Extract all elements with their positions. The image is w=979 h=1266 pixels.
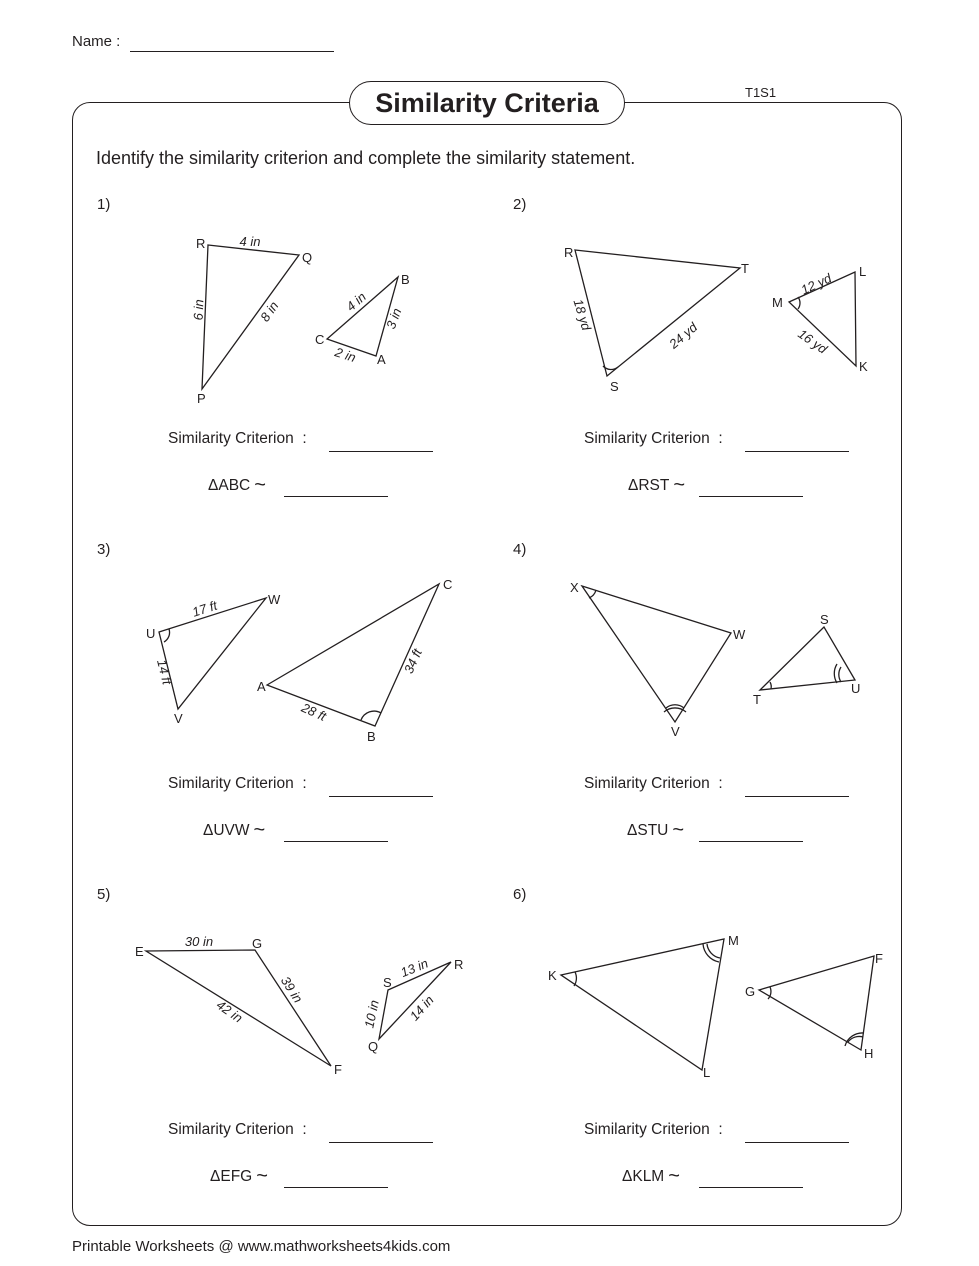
vertex-label: S [820,612,829,627]
instruction-text: Identify the similarity criterion and complete the similarity statement. [96,148,636,168]
side-label: 13 in [398,955,431,981]
problem-5-criterion [168,1121,307,1139]
vertex-label: R [196,236,206,251]
criterion-colon: : [718,775,723,792]
vertex-label: B [401,272,410,287]
vertex-label: W [733,627,746,642]
vertex-label: C [443,577,453,592]
side-label: 14 in [406,992,437,1024]
side-label: 18 yd [570,297,595,333]
side-label: 4 in [343,289,369,315]
angle-mark-x [589,590,596,598]
statement-triangle: ΔUVW [203,822,250,839]
side-label: 28 ft [299,699,329,724]
problem-3-number: 3) [97,541,111,558]
similar-symbol: ~ [253,819,266,841]
criterion-colon: : [302,775,307,792]
problem-6-criterion [584,1121,723,1139]
vertex-label: Q [302,250,313,265]
vertex-label: R [454,957,464,972]
problem-2-criterion-blank[interactable] [745,451,849,452]
problem-4-criterion-blank[interactable] [745,796,849,797]
problem-1-number: 1) [97,196,111,213]
problem-6-number: 6) [513,886,527,903]
vertex-label: B [367,729,376,744]
criterion-label: Similarity Criterion [168,1121,294,1138]
side-label: 3 in [383,306,405,331]
side-label: 34 ft [400,646,425,676]
vertex-label: S [383,975,392,990]
criterion-colon: : [302,1121,307,1138]
criterion-label: Similarity Criterion [584,1121,710,1138]
problem-3-criterion-blank[interactable] [329,796,433,797]
statement-triangle: ΔKLM [622,1168,665,1185]
vertex-label: F [334,1062,342,1077]
statement-triangle: ΔEFG [210,1168,253,1185]
problem-2-number: 2) [513,196,527,213]
vertex-label: E [135,944,144,959]
problem-2-statement [628,473,685,496]
triangle-rts [575,250,740,376]
side-label: 17 ft [190,597,219,620]
angle-mark-h2 [845,1033,864,1046]
footer-text: Printable Worksheets @ www.mathworksheets4kids.com [72,1238,451,1255]
angle-mark-m [798,297,800,309]
side-label: 6 in [190,299,207,321]
problem-5-statement-blank[interactable] [284,1187,388,1188]
vertex-label: T [741,261,749,276]
problem-2-statement-blank[interactable] [699,496,803,497]
criterion-colon: : [718,430,723,447]
similar-symbol: ~ [256,1165,268,1187]
problem-1-statement-blank[interactable] [284,496,388,497]
name-label: Name : [72,33,121,50]
vertex-label: K [859,359,868,374]
vertex-label: L [703,1065,711,1080]
problem-5-criterion-blank[interactable] [329,1142,433,1143]
vertex-label: C [315,332,325,347]
vertex-label: P [197,391,206,406]
vertex-label: K [548,968,557,983]
vertex-label: M [728,933,739,948]
vertex-label: L [859,264,867,279]
triangle-gfh [759,956,874,1050]
vertex-label: U [851,681,861,696]
worksheet-code: T1S1 [745,85,777,100]
side-label: 12 yd [798,270,834,298]
vertex-label: G [745,984,756,999]
problem-3-criterion [168,775,307,793]
vertex-label: T [753,692,761,707]
vertex-label: U [146,626,156,641]
statement-triangle: ΔRST [628,477,670,494]
vertex-label: V [671,724,680,739]
angle-mark-u [164,629,170,642]
side-label: 30 in [184,934,214,949]
vertex-label: W [268,592,281,607]
side-label: 39 in [277,973,306,1006]
side-label: 8 in [257,298,282,325]
triangle-rqp [202,245,299,389]
side-label: 24 yd [666,319,701,352]
vertex-label: H [864,1046,874,1061]
vertex-label: S [610,379,619,394]
criterion-colon: : [302,430,307,447]
side-label: 10 in [361,998,382,1030]
criterion-label: Similarity Criterion [584,430,710,447]
vertex-label: V [174,711,183,726]
triangle-kml [561,939,724,1070]
problem-4-statement-blank[interactable] [699,841,803,842]
statement-triangle: ΔABC [208,477,251,494]
vertex-label: G [252,936,263,951]
problem-3-statement-blank[interactable] [284,841,388,842]
problem-1-statement [208,473,266,496]
side-label: 14 ft [154,657,175,686]
angle-mark-t [770,682,771,689]
vertex-label: F [875,951,883,966]
similar-symbol: ~ [673,474,686,496]
side-label: 4 in [239,234,261,249]
problem-6-statement-blank[interactable] [699,1187,803,1188]
side-label: 16 yd [795,326,830,357]
criterion-label: Similarity Criterion [168,775,294,792]
problem-3-statement [203,818,265,841]
similar-symbol: ~ [668,1165,680,1187]
vertex-label: Q [368,1039,379,1054]
problem-6-statement [622,1164,680,1187]
angle-mark-u1 [839,667,841,682]
angle-mark-u2 [834,664,837,683]
side-label: 2 in [333,344,358,366]
similar-symbol: ~ [254,474,266,496]
triangle-uwv [159,598,266,709]
problem-5-number: 5) [97,886,111,903]
worksheet-title-text: Similarity Criteria [375,87,599,118]
vertex-label: R [564,245,574,260]
side-label: 42 in [213,997,246,1026]
problem-1-criterion-blank[interactable] [329,451,433,452]
problem-4-number: 4) [513,541,527,558]
problem-6-criterion-blank[interactable] [745,1142,849,1143]
vertex-label: A [377,352,386,367]
vertex-label: M [772,295,783,310]
statement-triangle: ΔSTU [627,822,669,839]
criterion-colon: : [718,1121,723,1138]
similar-symbol: ~ [672,819,685,841]
problem-2-criterion [584,430,723,448]
vertex-label: X [570,580,579,595]
triangle-xwv [582,586,731,722]
problem-4-statement [627,818,684,841]
criterion-label: Similarity Criterion [168,430,294,447]
problem-5-statement [210,1164,268,1187]
problem-1-criterion [168,430,307,448]
vertex-label: A [257,679,266,694]
problem-4-criterion [584,775,723,793]
criterion-label: Similarity Criterion [584,775,710,792]
